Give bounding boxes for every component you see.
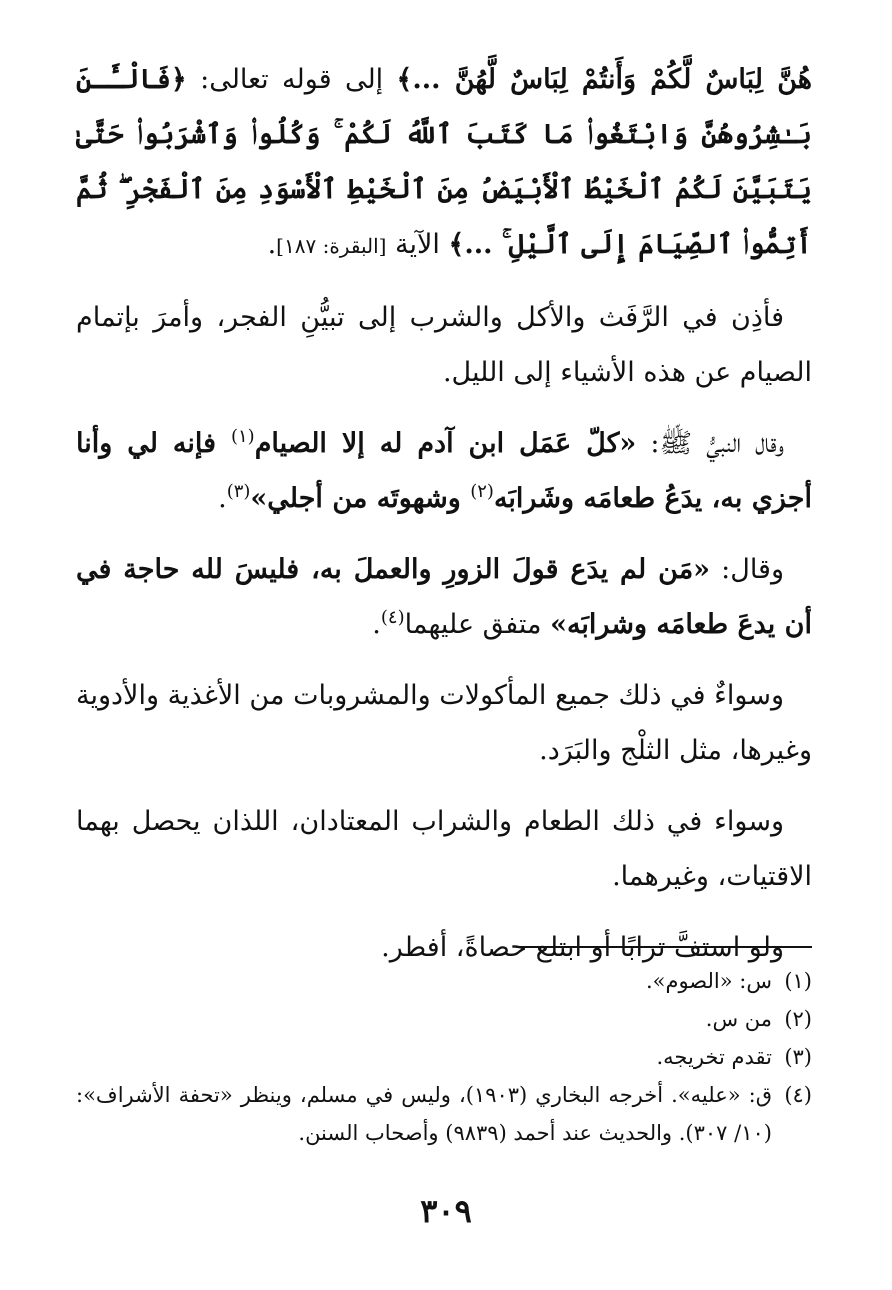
main-text — [76, 52, 812, 991]
footnote — [76, 1000, 812, 1038]
quran-reference: [البقرة: ١٨٧] — [276, 234, 387, 258]
text: متفق عليهما — [404, 609, 551, 640]
footnote-number: (٢) — [784, 1007, 812, 1031]
quran-verse: ﴿فَالْـَٔـنَ بَـٰشِرُوهُنَّ وَابْتَغُوا۟ مَا كَتَبَ ٱللَّهُ لَكُمْ ۚ وَكُلُوا۟ وَٱشْرَبُوا۟ حَتَّىٰ يَتَبَيَّنَ لَكُمُ ٱلْخَيْطُ ٱلْأَبْيَضُ مِنَ ٱلْخَيْطِ ٱلْأَسْوَدِ مِنَ ٱلْفَجْرِ ۖ ثُمَّ أَتِمُّوا۟ ٱلصِّيَامَ إِلَى ٱلَّيْلِ ۚ ...﴾ — [76, 64, 812, 260]
hadith-text: «كلّ عَمَل ابن آدم له إلا الصيام — [254, 428, 637, 459]
text: وقال: — [710, 554, 785, 585]
paragraph-hadith — [76, 542, 812, 652]
text: الآية — [386, 229, 449, 260]
text: إلى قوله تعالى: — [186, 64, 397, 95]
footnote-text: س: «الصوم». — [645, 969, 772, 993]
text: . — [372, 609, 381, 640]
paragraph-hadith — [76, 416, 812, 526]
quran-verse: هُنَّ لِبَاسٌ لَّكُمْ وَأَنتُمْ لِبَاسٌ لَّهُنَّ ...﴾ — [396, 64, 812, 95]
paragraph: وسواء في ذلك الطعام والشراب المعتادان، اللذان يحصل بهما الاقتيات، وغيرهما. — [76, 806, 812, 892]
footnote — [76, 1076, 812, 1152]
footnote-number: (١) — [784, 969, 812, 993]
footnote-number: (٣) — [784, 1045, 812, 1069]
footnote — [76, 1038, 812, 1076]
hadith-text: فإنه لي وأنا أجزي به، يدَعُ طعامَه وشَرابَه — [76, 428, 812, 514]
paragraph: وسواءٌ في ذلك جميع المأكولات والمشروبات من الأغذية والأدوية وغيرها، مثل الثلْج والبَرَد. — [76, 680, 812, 766]
page-number: ٣٠٩ — [420, 1192, 472, 1230]
footnote — [76, 962, 812, 1000]
text: وقال النبيُّ ﷺ: — [636, 428, 784, 459]
hadith-text: «مَن لم يدَع قولَ الزورِ والعملَ به، فليسَ لله حاجة في أن يدعَ طعامَه وشرابَه» — [76, 554, 812, 640]
hadith-text: وشهوتَه من أجلي» — [250, 483, 471, 514]
paragraph: فأذِن في الرَّفَث والأكل والشرب إلى تبيُّنِ الفجر، وأمرَ بإتمام الصيام عن هذه الأشياء إلى الليل. — [76, 302, 812, 388]
text: . — [218, 483, 227, 514]
footnote-text: من س. — [705, 1007, 772, 1031]
footnotes — [76, 962, 812, 1152]
footnote-marker: (٢) — [470, 481, 494, 502]
footnote-text: ق: «عليه». أخرجه البخاري (١٩٠٣)، وليس في مسلم، وينظر «تحفة الأشراف»: (١٠/ ٣٠٧). والحديث عند أحمد (٩٨٣٩) وأصحاب السنن. — [76, 1083, 772, 1145]
footnote-marker: (٣) — [226, 481, 251, 502]
footnote-number: (٤) — [784, 1083, 812, 1107]
text: . — [267, 229, 277, 260]
paragraph-quran-verse — [76, 52, 812, 274]
footnote-text: تقدم تخريجه. — [656, 1045, 772, 1069]
paragraph: ولو استفَّ ترابًا أو ابتلع حصاةً، أفطر. — [381, 932, 784, 963]
footnote-separator — [516, 946, 812, 948]
footnote-marker: (٤) — [380, 607, 405, 628]
footnote-marker: (١) — [230, 426, 255, 447]
